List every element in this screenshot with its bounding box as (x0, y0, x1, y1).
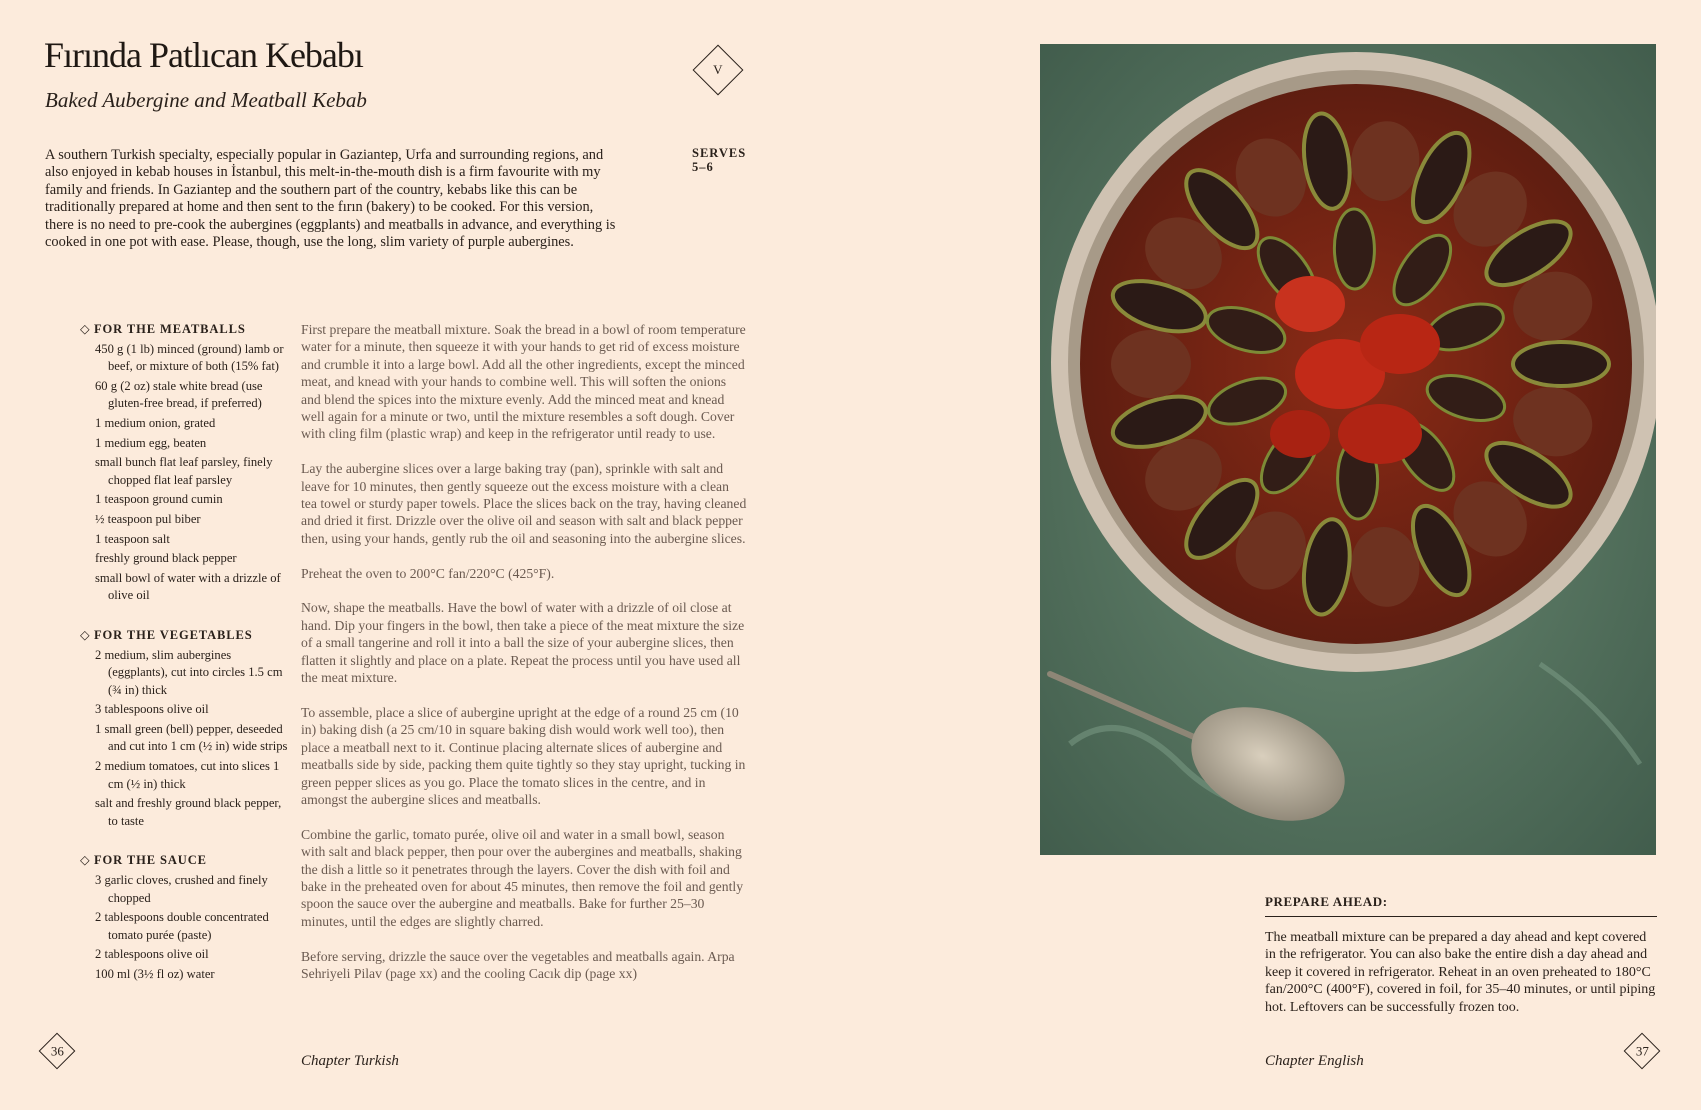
meatballs-list (82, 341, 292, 605)
prepare-ahead-heading: PREPARE AHEAD: (1265, 894, 1657, 917)
recipe-intro: A southern Turkish specialty, especially popular in Gaziantep, Urfa and surrounding regions, and also enjoyed in kebab houses in İstanbul, this melt-in-the-mouth dish is a firm favourite with my family and friends. In Gaziantep and the southern part of the country, kebabs like this can be traditionally prepared at home and then sent to the fırın (bakery) to be cooked. For this version, there is no need to pre-cook the aubergines (eggplants) and meatballs in advance, and everything is cooked in one pot with ease. Please, though, use the long, slim variety of purple aubergines. (45, 147, 616, 251)
method-column (301, 321, 747, 1000)
chapter-label-right: Chapter English (1265, 1053, 1364, 1069)
ingredient-item: ½ teaspoon pul biber (95, 511, 201, 526)
diamond-bullet-icon: ◇ (80, 322, 91, 336)
method-step: Combine the garlic, tomato purée, olive oil and water in a small bowl, season with salt and black pepper, then pour over the aubergines and meatballs, shaking the dish a little so it penetrates through the layers. Cover the dish with foil and bake in the preheated oven for about 45 minutes, then remove the foil and gently spoon the sauce over the aubergine and meatballs. Bake for further 25–30 minutes, until the edges are slightly charred. (301, 826, 744, 929)
method-step: Before serving, drizzle the sauce over the vegetables and meatballs again. Arpa Sehriyeli Pilav (page xx) and the cooling Cacık dip (page xx) (301, 948, 735, 981)
method-step: Preheat the oven to 200°C fan/220°C (425°F). (301, 565, 555, 581)
sauce-heading-text: FOR THE SAUCE (94, 853, 207, 868)
ingredient-item: 1 small green (bell) pepper, deseeded and cut into 1 cm (½ in) wide strips (95, 721, 288, 754)
ingredient-item: 1 teaspoon salt (95, 531, 170, 546)
page-number-right-text: 37 (1635, 1043, 1649, 1058)
vegetarian-badge-label: V (713, 61, 723, 77)
ingredients-column (82, 321, 292, 986)
ingredient-item: 450 g (1 lb) minced (ground) lamb or beef, or mixture of both (15% fat) (95, 341, 284, 374)
ingredient-item: 100 ml (3½ fl oz) water (95, 967, 215, 981)
ingredient-item: 2 tablespoons double concentrated tomato purée (paste) (95, 910, 269, 942)
ingredient-item: 1 teaspoon ground cumin (95, 492, 223, 507)
ingredient-item: 2 medium tomatoes, cut into slices 1 cm (½ in) thick (95, 759, 280, 791)
method-step: Lay the aubergine slices over a large baking tray (pan), sprinkle with salt and leave for 10 minutes, then gently squeeze out the excess moisture with a clean tea towel or sturdy paper towels. Place the slices back on the tray, having cleaned and dried it first. Drizzle over the olive oil and season with salt and black pepper then, using your hands, gently rub the oil and seasoning into the aubergine slices. (301, 461, 747, 546)
page-number-left-text: 36 (50, 1043, 64, 1058)
method-step: Now, shape the meatballs. Have the bowl of water with a drizzle of oil close at hand. Dip your fingers in the bowl, then take a piece of the meat mixture the size of a small tangerine and roll it into a ball the size of your aubergine slices, then flatten it slightly and place on a plate. Repeat the process until you have used all the meat mixture. (301, 600, 745, 686)
method-step: To assemble, place a slice of aubergine upright at the edge of a round 25 cm (10 in) baking dish (a 25 cm/10 in square baking dish would work well too), then place a meatball next to it. Continue placing alternate slices of aubergine and meatballs side by side, packing them quite tightly so they stay upright, tucking in green pepper slices as you go. Place the tomato slices in the centre, and in amongst the aubergine slices and meatballs. (301, 704, 746, 807)
ingredient-item: 3 tablespoons olive oil (95, 702, 209, 717)
sauce-list (82, 872, 292, 984)
diamond-bullet-icon: ◇ (80, 853, 91, 868)
chapter-label-left: Chapter Turkish (301, 1053, 399, 1069)
ingredient-item: freshly ground black pepper (95, 551, 237, 566)
meatball (1111, 330, 1191, 398)
prepare-ahead-text: The meatball mixture can be prepared a day ahead and kept covered in the refrigerator. You can also bake the entire dish a day ahead and keep it covered in refrigerator. Reheat in an oven preheated to 180°C fan/200°C (400°F), covered in foil, for 35–40 minutes, or until piping hot. Leftovers can be successfully frozen too. (1265, 930, 1656, 1015)
method-step: First prepare the meatball mixture. Soak the bread in a bowl of room temperature water for a minute, then squeeze it with your hands to get rid of excess moisture and crumble it into a large bowl. Add all the other ingredients, except the minced meat, and knead with your hands to combine well. This will soften the onions and blend the spices into the mixture evenly. Add the minced meat and knead well again for a minute or two, until the mixture resembles a soft dough. Cover with cling film (plastic wrap) and keep in the refrigerator until ready to use. (301, 322, 746, 442)
serves-block (692, 146, 746, 174)
serves-label: SERVES (692, 146, 747, 160)
sauce-heading (80, 852, 292, 870)
ingredient-item: 2 tablespoons olive oil (95, 947, 209, 962)
vegetables-list (82, 647, 292, 831)
page-number-left (39, 1033, 76, 1070)
ingredient-item: small bowl of water with a drizzle of olive oil (95, 570, 281, 603)
vegetarian-badge (693, 45, 744, 96)
aubergine-slice (1513, 342, 1609, 386)
ingredient-item: 3 garlic cloves, crushed and finely chopped (95, 873, 268, 905)
meatballs-heading (80, 321, 292, 339)
aubergine-slice (1334, 209, 1375, 290)
recipe-title: Fırında Patlıcan Kebabı (44, 35, 363, 75)
page-number-right (1624, 1033, 1661, 1070)
ingredient-item: salt and freshly ground black pepper, to taste (95, 796, 282, 828)
ingredient-item: 1 medium egg, beaten (95, 435, 207, 450)
recipe-subtitle: Baked Aubergine and Meatball Kebab (45, 88, 367, 112)
ingredient-item: 2 medium, slim aubergines (eggplants), cut into circles 1.5 cm (¾ in) thick (95, 647, 283, 697)
meatballs-heading-text: FOR THE MEATBALLS (94, 322, 246, 336)
ingredient-item: 60 g (2 oz) stale white bread (use gluten-free bread, if preferred) (95, 378, 263, 411)
vegetables-heading (80, 627, 292, 645)
dish-photo (1040, 44, 1656, 855)
ingredient-item: small bunch flat leaf parsley, finely chopped flat leaf parsley (95, 455, 273, 487)
serves-value: 5–6 (692, 160, 714, 174)
ingredient-item: 1 medium onion, grated (95, 415, 216, 430)
diamond-bullet-icon: ◇ (80, 627, 91, 642)
vegetables-heading-text: FOR THE VEGETABLES (94, 627, 253, 642)
dish-photo-illustration (1040, 44, 1656, 855)
